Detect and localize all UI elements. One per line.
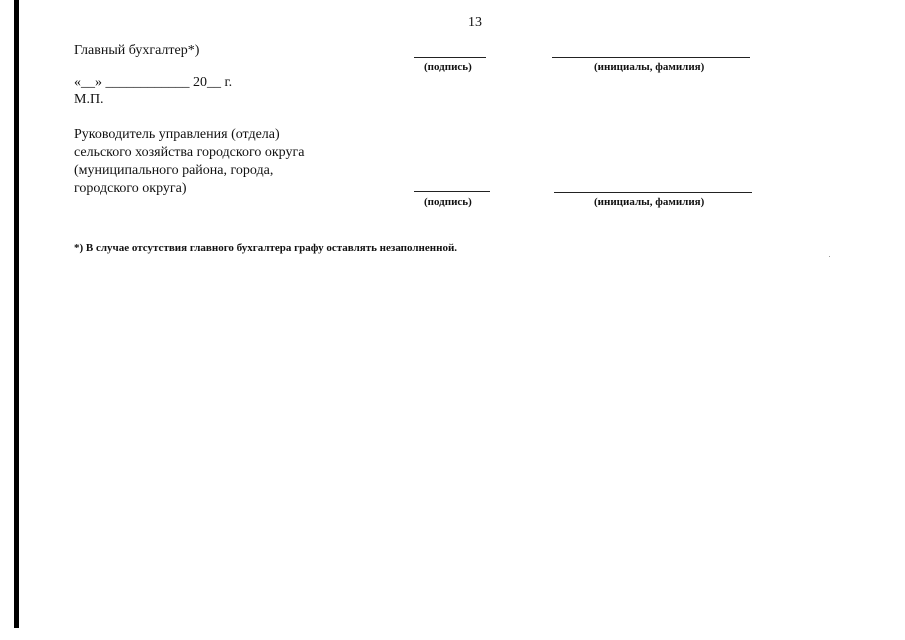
head-name-caption: (инициалы, фамилия) <box>594 196 705 208</box>
date-line: «__» ____________ 20__ г. <box>74 75 233 90</box>
head-title-line-4: городского округа) <box>74 181 187 196</box>
chief-accountant-name-line <box>552 57 750 58</box>
head-title-line-1: Руководитель управления (отдела) <box>74 127 280 142</box>
head-name-line <box>554 192 752 193</box>
head-title-line-3: (муниципального района, города, <box>74 163 274 178</box>
page-number: 13 <box>468 15 482 30</box>
chief-accountant-signature-line <box>414 57 486 58</box>
page-left-border <box>14 0 19 628</box>
chief-accountant-name-caption: (инициалы, фамилия) <box>594 61 705 73</box>
head-signature-line <box>414 191 490 192</box>
chief-accountant-signature-caption: (подпись) <box>424 61 472 73</box>
scan-speck <box>829 256 830 257</box>
stamp-place: М.П. <box>74 92 104 107</box>
chief-accountant-label: Главный бухгалтер*) <box>74 43 200 58</box>
head-title-line-2: сельского хозяйства городского округа <box>74 145 305 160</box>
head-signature-caption: (подпись) <box>424 196 472 208</box>
footnote: *) В случае отсутствия главного бухгалтера графу оставлять незаполненной. <box>74 242 458 254</box>
